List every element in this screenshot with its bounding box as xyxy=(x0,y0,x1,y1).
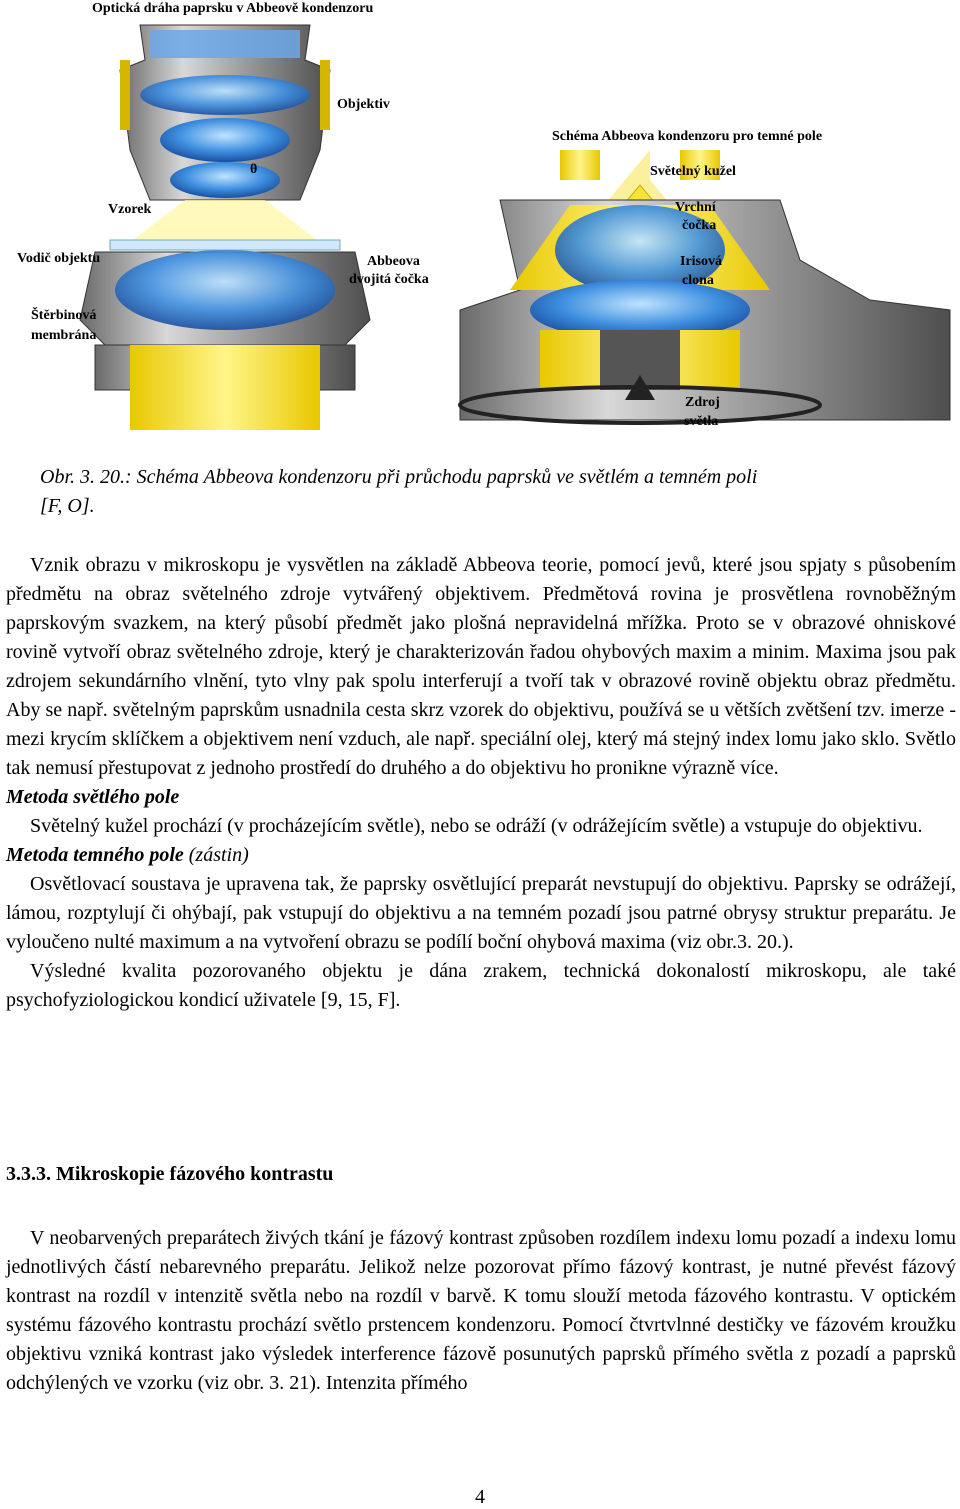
label-vrchni-line1: Vrchní xyxy=(675,200,716,215)
label-vzorek: Vzorek xyxy=(108,202,152,217)
label-irisova-line2: clona xyxy=(682,273,714,288)
page-number: 4 xyxy=(475,1486,485,1508)
label-irisova-line1: Irisová xyxy=(680,254,722,269)
figure-title-right: Schéma Abbeova kondenzoru pro temné pole xyxy=(552,129,823,144)
label-objektiv: Objektiv xyxy=(337,97,390,112)
figure-illustration xyxy=(0,0,960,445)
label-sterbinova-line1: Štěrbinová xyxy=(31,308,97,323)
paragraph-quality: Výsledné kvalita pozorovaného objektu je dána zrakem, technická dokonalostí mikroskopu, ale také psychofyziologickou kondicí uživatele [9, 15, F]. xyxy=(6,960,956,1011)
paragraph-dark-field: Osvětlovací soustava je upravena tak, že paprsky osvětlující preparát nevstupují do objektivu. Paprsky se odrážejí, lámou, rozptylují či ohýbají, pak vstupují do objektivu a na temném pozadí jsou patrné obrysy struktur preparátu. Je vyloučeno nulté maximum a na vytvoření obrazu se podílí boční ohybová maxima (viz obr.3. 20.). xyxy=(6,873,956,953)
paragraph-abbe-theory: Vznik obrazu v mikroskopu je vysvětlen na základě Abbeova teorie, pomocí jevů, které jsou spjaty s působením předmětu na obraz světelného zdroje vytvářený objektivem. Předmětová rovina je prosvětlena rovnoběžným paprskovým svazkem, na který působí předmět jako plošná nepravidelná mřížka. Proto se v obrazové ohniskové rovině vytvoří obraz světelného zdroje, který je charakterizován řadou ohybových maxim a minim. Maxima jsou pak zdrojem sekundárního vlnění, tyto vlny pak spolu interferují a tvoří tak v obrazové rovině objektu obraz předmětu. Aby se např. světelným paprskům usnadnila cesta skrz vzorek do objektivu, používá se u větších zvětšení tzv. imerze - mezi krycím sklíčkem a objektivem není vzduch, ale např. speciální olej, který má stejný index lomu jako sklo. Světlo tak nemusí přestupovat z jednoho prostředí do druhého a do objektivu ho pronikne výrazně více. xyxy=(6,554,956,779)
body-text xyxy=(6,551,956,1015)
heading-dark-field-title: Metoda temného pole xyxy=(6,844,184,866)
label-sterbinova-line2: membrána xyxy=(31,328,97,343)
heading-dark-field xyxy=(6,841,956,870)
caption-line1: Obr. 3. 20.: Schéma Abbeova kondenzoru při průchodu paprsků ve světlém a temném poli xyxy=(40,466,758,488)
paragraph-bright-field: Světelný kužel prochází (v procházejícím světle), nebo se odráží (v odrážejícím světle) a vstupuje do objektivu. xyxy=(30,815,923,837)
paragraph-phase-contrast: V neobarvených preparátech živých tkání je fázový kontrast způsoben rozdílem indexu lomu pozadí a indexu lomu jednotlivých částí nebarevného preparátu. Jelikož nelze pozorovat přímo fázový kontrast, je nutné převést fázový kontrast na rozdíl v intenzitě světla nebo na rozdíl v barvě. K tomu slouží metoda fázového kontrastu. V optickém systému fázového kontrastu prochází světlo prstencem kondenzoru. Pomocí čtvrtvlnné destičky ve fázovém kroužku objektivu vzniká kontrast jako výsledek interference fázově posunutých paprsků přímého světla z pozadí a paprsků odchýlených ve vzorku (viz obr. 3. 21). Intenzita přímého xyxy=(6,1227,956,1394)
section-heading: 3.3.3. Mikroskopie fázového kontrastu xyxy=(6,1163,334,1185)
figure-title-left: Optická dráha paprsku v Abbeově kondenzoru xyxy=(92,1,374,16)
body-text-phase xyxy=(6,1224,956,1398)
caption-line2: [F, O]. xyxy=(40,495,95,517)
label-vodic-objektu: Vodič objektu xyxy=(17,251,101,266)
left-condenser-diagram xyxy=(80,25,370,430)
heading-bright-field: Metoda světlého pole xyxy=(6,786,180,808)
heading-dark-field-suffix: (zástin) xyxy=(183,844,249,866)
label-theta: θ xyxy=(250,162,258,177)
label-zdroj-line2: světla xyxy=(684,414,719,429)
figure-caption xyxy=(40,463,952,521)
label-svetelny-kuzel: Světelný kužel xyxy=(650,164,736,179)
label-abbeova-line2: dvojitá čočka xyxy=(349,272,429,287)
label-zdroj-line1: Zdroj xyxy=(685,395,720,410)
label-vrchni-line2: čočka xyxy=(682,218,717,233)
figure-abbe-condenser xyxy=(0,0,960,445)
label-abbeova-line1: Abbeova xyxy=(367,254,420,269)
